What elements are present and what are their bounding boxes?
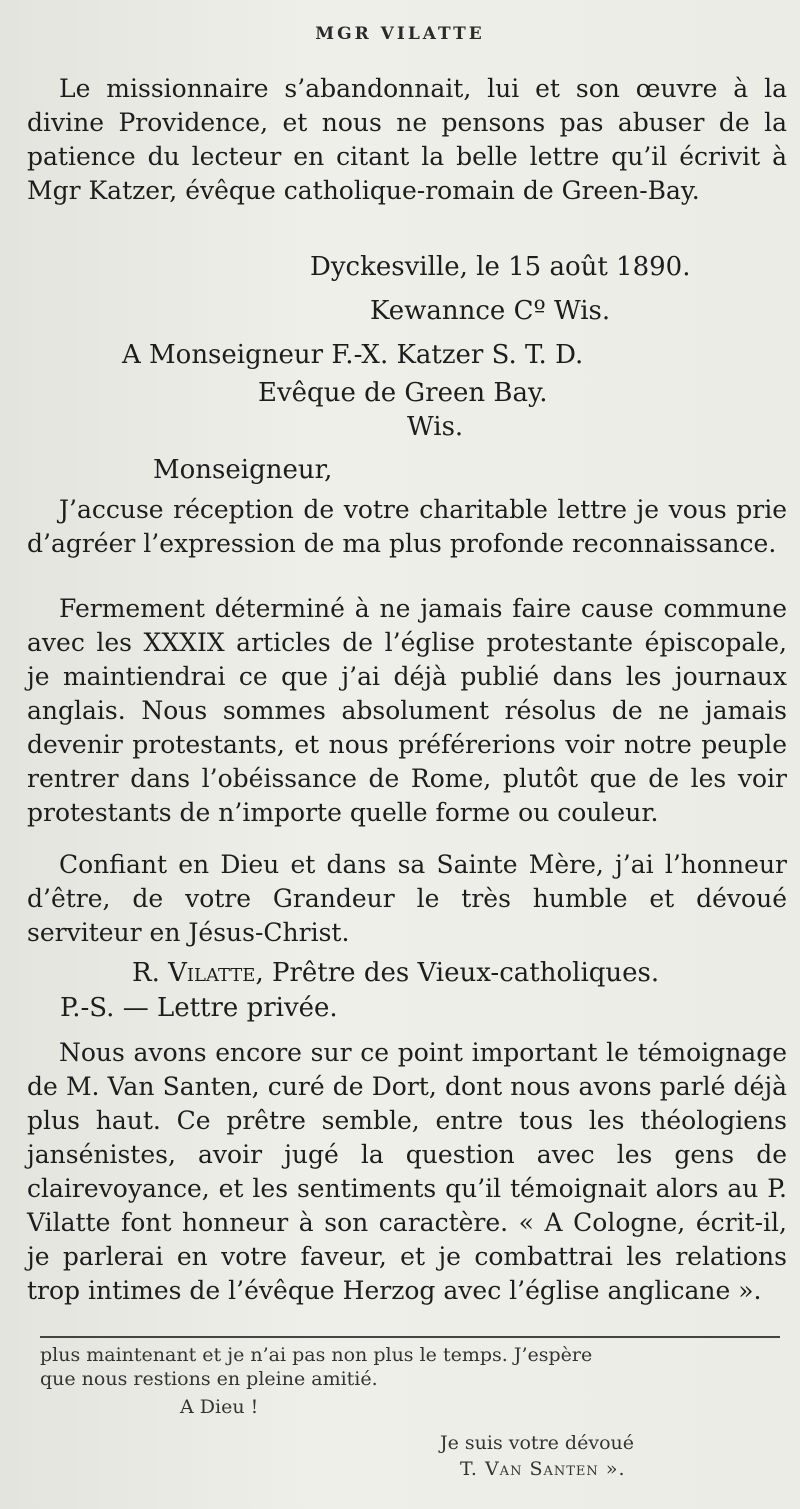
footnote-line-2: que nous restions en pleine amitié. <box>40 1368 378 1390</box>
signature-title: , Prêtre des Vieux-catholiques. <box>255 958 660 988</box>
intro-text: Le missionnaire s’abandonnait, lui et son œuvre à la divine Providence, et nous ne pensons pas abuser de la patience du lecteur en citant la belle lettre qu’il écrivit à Mgr Katzer, évêque catholique-romain de Green-Bay. <box>27 74 787 205</box>
letter-paragraph-3-text: Confiant en Dieu et dans sa Sainte Mère, j’ai l’honneur d’être, de votre Grandeur le très humble et dévoué serviteur en Jésus-Christ. <box>27 850 787 947</box>
running-header: MGR VILATTE <box>315 24 485 44</box>
signature-name: Vilatte <box>168 958 256 988</box>
letter-paragraph-2 <box>27 592 787 830</box>
letter-addressee-state: Wis. <box>407 412 464 442</box>
footnote-closing: Je suis votre dévoué <box>440 1432 634 1454</box>
letter-signature <box>132 958 659 988</box>
letter-paragraph-2-text: Fermement déterminé à ne jamais faire cause commune avec les XXXIX articles de l’église protestante épiscopale, je maintiendrai ce que j’ai déjà publié dans les journaux anglais. Nous sommes absolument résolus de ne jamais devenir protestants, et nous préférerions voir notre peuple rentrer dans l’obéissance de Rome, plutôt que de les voir protestants de n’importe quelle forme ou couleur. <box>27 594 787 827</box>
footnote-line-1: plus maintenant et je n’ai pas non plus le temps. J’espère <box>40 1344 593 1366</box>
letter-paragraph-3 <box>27 848 787 950</box>
intro-paragraph <box>27 72 787 208</box>
quote-paragraph-text: Nous avons encore sur ce point important le témoignage de M. Van Santen, curé de Dort, dont nous avons parlé déjà plus haut. Ce prêtre semble, entre tous les théologiens jansénistes, avoir jugé la question avec les gens de clairevoyance, et les sentiments qu’il témoignait alors au P. Vilatte font honneur à son caractère. « A Cologne, écrit-il, je parlerai en votre faveur, et je combattrai les relations trop intimes de l’évêque Herzog avec l’église anglicane ». <box>27 1038 787 1305</box>
letter-postscript: P.-S. — Lettre privée. <box>60 993 338 1023</box>
letter-date: Dyckesville, le 15 août 1890. <box>310 252 691 282</box>
letter-place: Kewannce Cº Wis. <box>370 296 611 326</box>
letter-addressee-title: Evêque de Green Bay. <box>258 378 548 408</box>
letter-paragraph-1 <box>27 493 787 561</box>
footnote-line-3: A Dieu ! <box>180 1396 259 1418</box>
footnote-signature: T. Van Santen ». <box>460 1458 626 1480</box>
footnote-divider <box>40 1336 780 1338</box>
letter-addressee: A Monseigneur F.-X. Katzer S. T. D. <box>122 340 584 370</box>
letter-salutation: Monseigneur, <box>153 455 333 485</box>
letter-paragraph-1-text: J’accuse réception de votre charitable lettre je vous prie d’agréer l’expression de ma plus profonde reconnaissance. <box>27 495 787 558</box>
quote-paragraph <box>27 1036 787 1308</box>
signature-initial: R. <box>132 958 160 988</box>
